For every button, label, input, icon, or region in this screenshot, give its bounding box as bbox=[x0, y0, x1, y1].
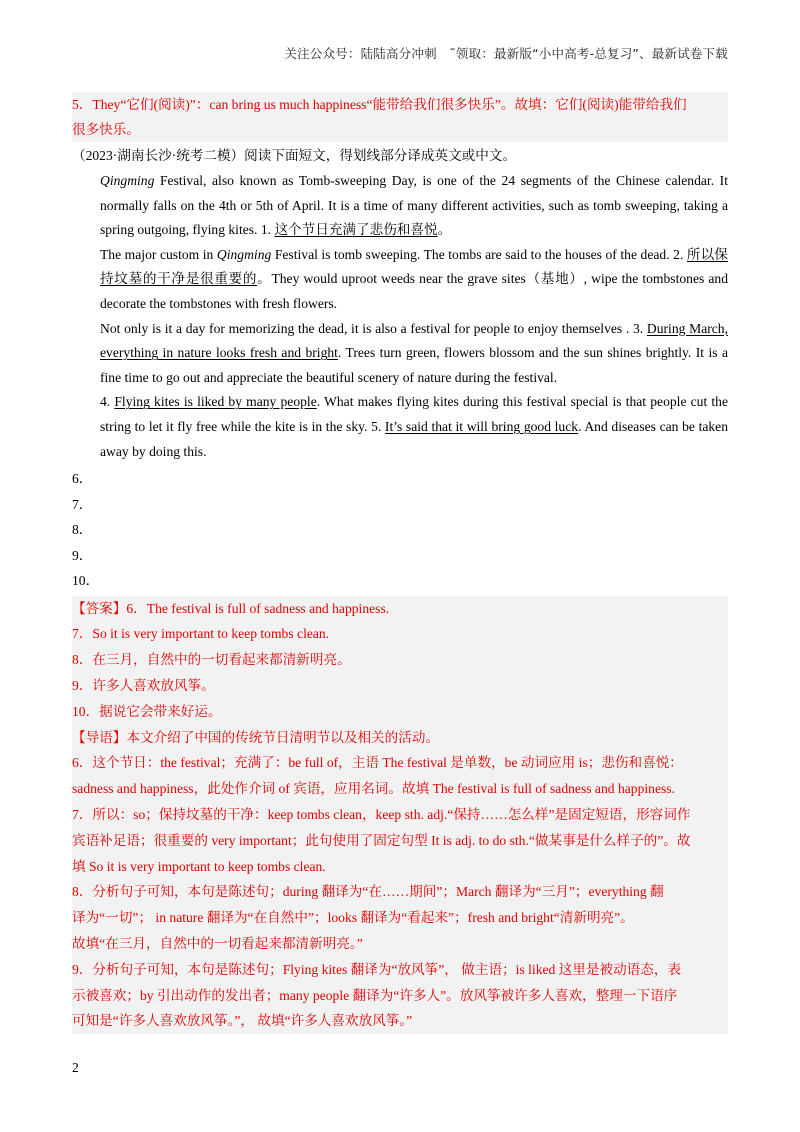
answer-line: 译为“一切”； in nature 翻译为“在自然中”；looks 翻译为“看起来”；fresh and bright“清新明亮”。 bbox=[72, 910, 634, 926]
answer-number: 6． bbox=[72, 471, 93, 487]
answer-explanation-block bbox=[72, 596, 728, 1035]
answer-line: 6．这个节日：the festival；充满了：be full of，主语 The festival 是单数，be 动词应用 is；悲伤和喜悦： bbox=[72, 755, 683, 771]
underlined-phrase-3: During March, everything in nature looks fresh and bright bbox=[100, 320, 728, 361]
page-number: 2 bbox=[72, 1060, 79, 1075]
answer-line: 8．分析句子可知，本句是陈述句；during 翻译为“在……期间”；March 翻译为“三月”；everything 翻 bbox=[72, 884, 664, 900]
answer-line: 7．So it is very important to keep tombs clean. bbox=[72, 626, 330, 642]
answer-number: 10． bbox=[72, 573, 100, 589]
answer-line: 宾语补足语；很重要的 very important；此句使用了固定句型 It is adj. to do sth.“做某事是什么样子的”。故 bbox=[72, 832, 691, 848]
answer-number: 8． bbox=[72, 522, 93, 538]
answer-line: 9．许多人喜欢放风筝。 bbox=[72, 678, 215, 694]
answer-line: 9．分析句子可知，本句是陈述句；Flying kites 翻译为“放风筝”， 做主语；is liked 这里是被动语态，表 bbox=[72, 961, 682, 977]
answer-line: 7．所以：so；保持坟墓的干净：keep tombs clean，keep sth. adj.“保持……怎么样”是固定短语，形容词作 bbox=[72, 807, 691, 822]
page-header: 关注公众号：陆陆高分冲刺 ˜领取：最新版“小中高考-总复习”、最新试卷下载 bbox=[284, 46, 728, 61]
underlined-phrase-4: Flying kites is liked by many people bbox=[114, 394, 317, 410]
underlined-phrase-2: 所以保持坟墓的干净是很重要的 bbox=[100, 246, 729, 287]
answer-line: 【答案】6．The festival is full of sadness and happiness. bbox=[72, 600, 390, 616]
answer-line: 5．They“它们(阅读)”：can bring us much happiness“能带给我们很多快乐”。故填：它们(阅读)能带给我们 bbox=[72, 97, 687, 112]
answer-line: 10．据说它会带来好运。 bbox=[72, 703, 222, 719]
answer-line: 很多快乐。 bbox=[72, 122, 140, 137]
passage-paragraph-2: The major custom in Qingming Festival is tomb sweeping. The tombs are said to the houses of the dead. 2. 所以保持坟墓的干净是很重要的。They would uproot weeds near the grave sites（基地）, wipe the tombstones and decorate the tombstones with fresh flowers. bbox=[100, 246, 729, 311]
previous-answer-block bbox=[72, 92, 728, 142]
passage-paragraph-3: Not only is it a day for memorizing the dead, it is also a festival for people to enjoy themselves . 3. During March, everything in nature looks fresh and bright. Trees turn green, flowers blossom and the sun shines brightly. It is a fine time to go out and appreciate the beautiful scenery of nature during the festival. bbox=[100, 320, 729, 385]
passage-paragraph-4: 4. Flying kites is liked by many people. What makes flying kites during this festival special is that people cut the string to let it fly free while the kite is in the sky. 5. It’s said that it will bring good luck. And diseases can be taken away by doing this. bbox=[100, 394, 729, 459]
answer-line: 故填“在三月，自然中的一切看起来都清新明亮。” bbox=[72, 935, 363, 951]
answer-line: 【导语】本文介绍了中国的传统节日清明节以及相关的活动。 bbox=[72, 729, 440, 745]
answer-number-list bbox=[72, 466, 728, 594]
italic-term: Qingming bbox=[100, 173, 155, 188]
answer-line: 可知是“许多人喜欢放风筝。”， 故填“许多人喜欢放风筝。” bbox=[72, 1013, 413, 1029]
main-content bbox=[72, 92, 728, 1034]
answer-number: 7． bbox=[72, 496, 93, 512]
underlined-phrase-5: It’s said that it will bring good luck bbox=[384, 418, 579, 434]
answer-line: sadness and happiness，此处作介词 of 宾语，应用名词。故填 The festival is full of sadness and happiness. bbox=[72, 781, 675, 797]
answer-line: 示被喜欢；by 引出动作的发出者；many people 翻译为“许多人”。放风筝被许多人喜欢，整理一下语序 bbox=[72, 987, 678, 1003]
answer-line: 8．在三月，自然中的一切看起来都清新明亮。 bbox=[72, 652, 351, 668]
answer-line: 填 So it is very important to keep tombs clean. bbox=[72, 858, 326, 874]
passage-paragraph-1: Qingming Festival, also known as Tomb-sweeping Day, is one of the 24 segments of the Chinese calendar. It normally falls on the 4th or 5th of April. It is a time of many different activities, such as tomb sweeping, taking a spring outgoing, flying kites. 1. 这个节日充满了悲伤和喜悦。 bbox=[100, 173, 728, 238]
italic-term: Qingming bbox=[216, 246, 272, 262]
answer-number: 9． bbox=[72, 547, 93, 563]
question-source: （2023·湖南长沙·统考二模）阅读下面短文，得划线部分译成英文或中文。 bbox=[72, 148, 517, 163]
underlined-phrase-1: 这个节日充满了悲伤和喜悦 bbox=[274, 222, 438, 238]
